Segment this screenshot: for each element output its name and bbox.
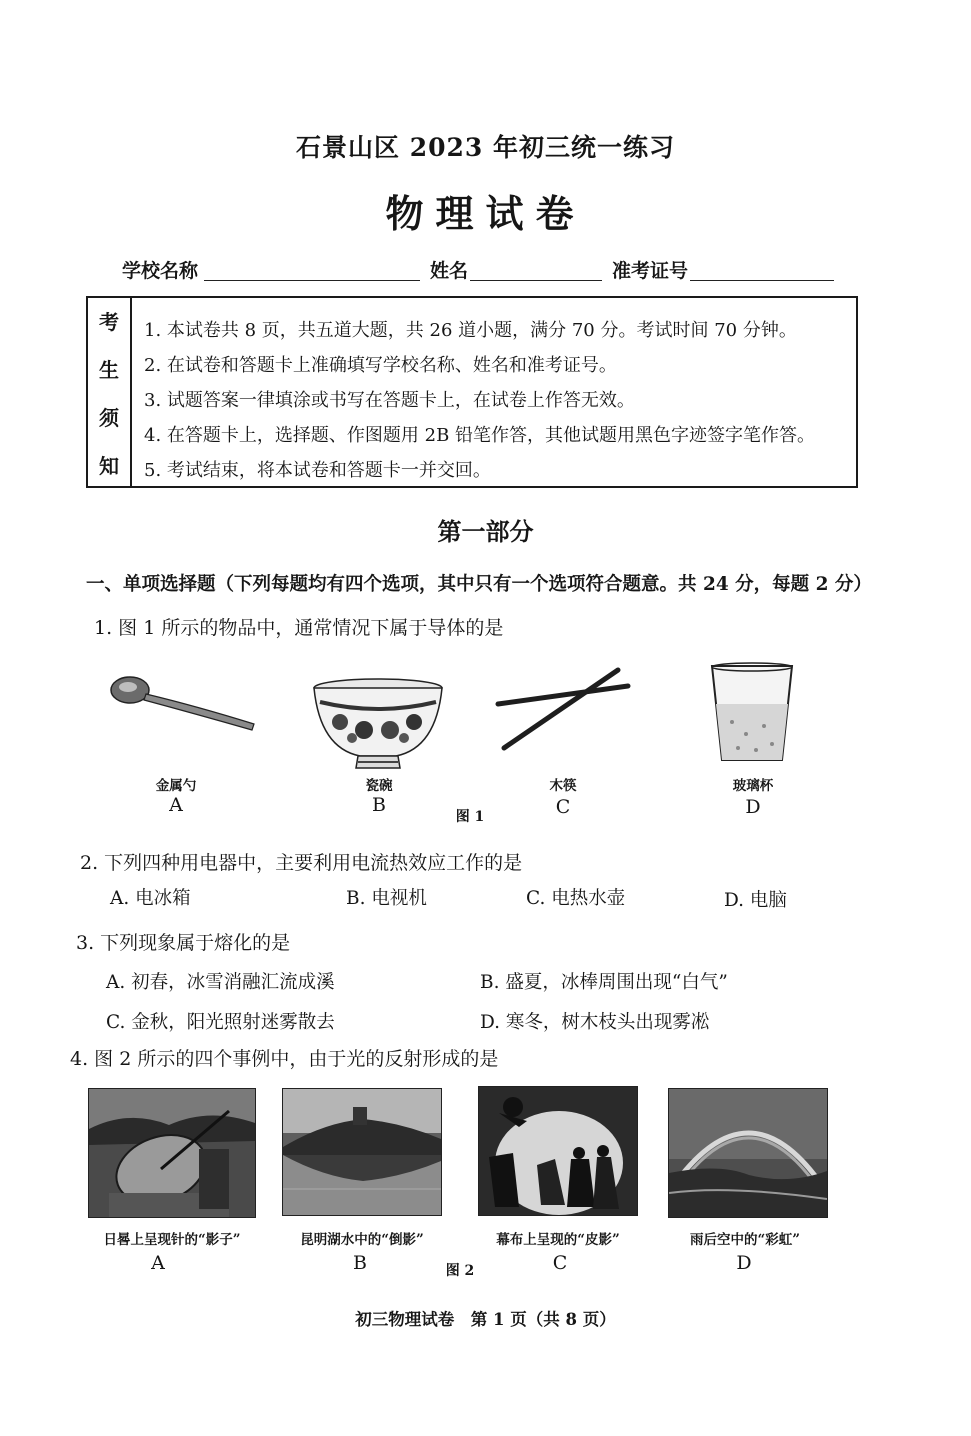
figure-1-option-letter: D: [745, 796, 761, 818]
wooden-chopsticks-icon: [494, 664, 634, 754]
question-2-option[interactable]: C. 电热水壶: [526, 888, 626, 909]
notice-item: 2. 在试卷和答题卡上准确填写学校名称、姓名和准考证号。: [144, 355, 617, 376]
notice-side-char: 考: [99, 310, 119, 334]
student-info-row: [122, 250, 842, 286]
exam-title: 石景山区 2023 年初三统一练习: [296, 133, 675, 162]
notice-item: 3. 试题答案一律填涂或书写在答题卡上，在试卷上作答无效。: [144, 390, 635, 411]
figure-1-caption: 玻璃杯: [732, 778, 774, 794]
figure-2-caption: 雨后空中的“彩虹”: [689, 1232, 801, 1248]
figure-2-option-letter: C: [552, 1252, 568, 1274]
notice-item: 4. 在答题卡上，选择题、作图题用 2B 铅笔作答，其他试题用黑色字迹签字笔作答。: [144, 425, 816, 446]
figure-2-option-letter: D: [736, 1252, 752, 1274]
lake-reflection-photo-icon: [282, 1088, 442, 1216]
figure-2-option-letter: B: [353, 1252, 367, 1274]
question-2-stem: 2. 下列四种用电器中，主要利用电流热效应工作的是: [80, 852, 523, 874]
question-3-option[interactable]: D. 寒冬，树木枝头出现雾凇: [480, 1012, 710, 1033]
page-footer: 初三物理试卷 第 1 页（共 8 页）: [355, 1310, 616, 1329]
student-name-blank[interactable]: [470, 280, 602, 281]
question-2-option[interactable]: A. 电冰箱: [110, 888, 191, 909]
question-2-option[interactable]: D. 电脑: [724, 890, 787, 911]
question-3-option[interactable]: C. 金秋，阳光照射迷雾散去: [106, 1012, 335, 1033]
candidate-notice-box: [86, 296, 858, 488]
question-3-option[interactable]: A. 初春，冰雪消融汇流成溪: [106, 972, 335, 993]
figure-1-option-letter: C: [555, 796, 571, 818]
school-name-label: 学校名称: [122, 260, 199, 282]
notice-side-label: [88, 298, 132, 486]
part-title: 第一部分: [437, 517, 534, 546]
notice-side-char: 知: [99, 454, 119, 478]
porcelain-bowl-icon: [310, 676, 446, 774]
notice-side-char: 生: [99, 358, 119, 382]
figure-2-caption: 日晷上呈现针的“影子”: [103, 1232, 241, 1248]
figure-2-label: 图 2: [445, 1263, 475, 1279]
figure-1-option-letter: A: [169, 794, 183, 816]
figure-1-caption: 瓷碗: [365, 778, 393, 794]
glass-cup-icon: [706, 660, 798, 766]
notice-item: 5. 考试结束，将本试卷和答题卡一并交回。: [144, 460, 491, 481]
student-name-label: 姓名: [430, 260, 469, 282]
school-name-blank[interactable]: [204, 280, 420, 281]
figure-2-option-letter: A: [151, 1252, 165, 1274]
figure-1-label: 图 1: [455, 809, 485, 825]
ticket-number-label: 准考证号: [612, 260, 689, 282]
subject-title: 物理试卷: [385, 191, 586, 236]
section-heading: 一、单项选择题（下列每题均有四个选项，其中只有一个选项符合题意。共 24 分，每题 2 分）: [86, 574, 872, 595]
question-2-option[interactable]: B. 电视机: [346, 888, 427, 909]
sundial-photo-icon: [88, 1088, 256, 1218]
ticket-number-blank[interactable]: [690, 280, 834, 281]
question-1-stem: 1. 图 1 所示的物品中，通常情况下属于导体的是: [94, 617, 504, 639]
question-3-option[interactable]: B. 盛夏，冰棒周围出现“白气”: [480, 972, 728, 993]
figure-1-caption: 木筷: [549, 778, 577, 794]
rainbow-photo-icon: [668, 1088, 828, 1218]
figure-1-caption: 金属勺: [155, 778, 197, 794]
question-3-stem: 3. 下列现象属于熔化的是: [76, 932, 291, 954]
notice-side-char: 须: [99, 406, 119, 430]
figure-2-caption: 幕布上呈现的“皮影”: [496, 1232, 620, 1248]
notice-item: 1. 本试卷共 8 页，共五道大题，共 26 道小题，满分 70 分。考试时间 70 分钟。: [144, 320, 797, 341]
figure-2-caption: 昆明湖水中的“倒影”: [300, 1232, 424, 1248]
metal-spoon-icon: [106, 668, 260, 734]
figure-1-option-letter: B: [372, 794, 386, 816]
shadow-puppet-photo-icon: [478, 1086, 638, 1216]
question-4-stem: 4. 图 2 所示的四个事例中，由于光的反射形成的是: [70, 1048, 499, 1070]
